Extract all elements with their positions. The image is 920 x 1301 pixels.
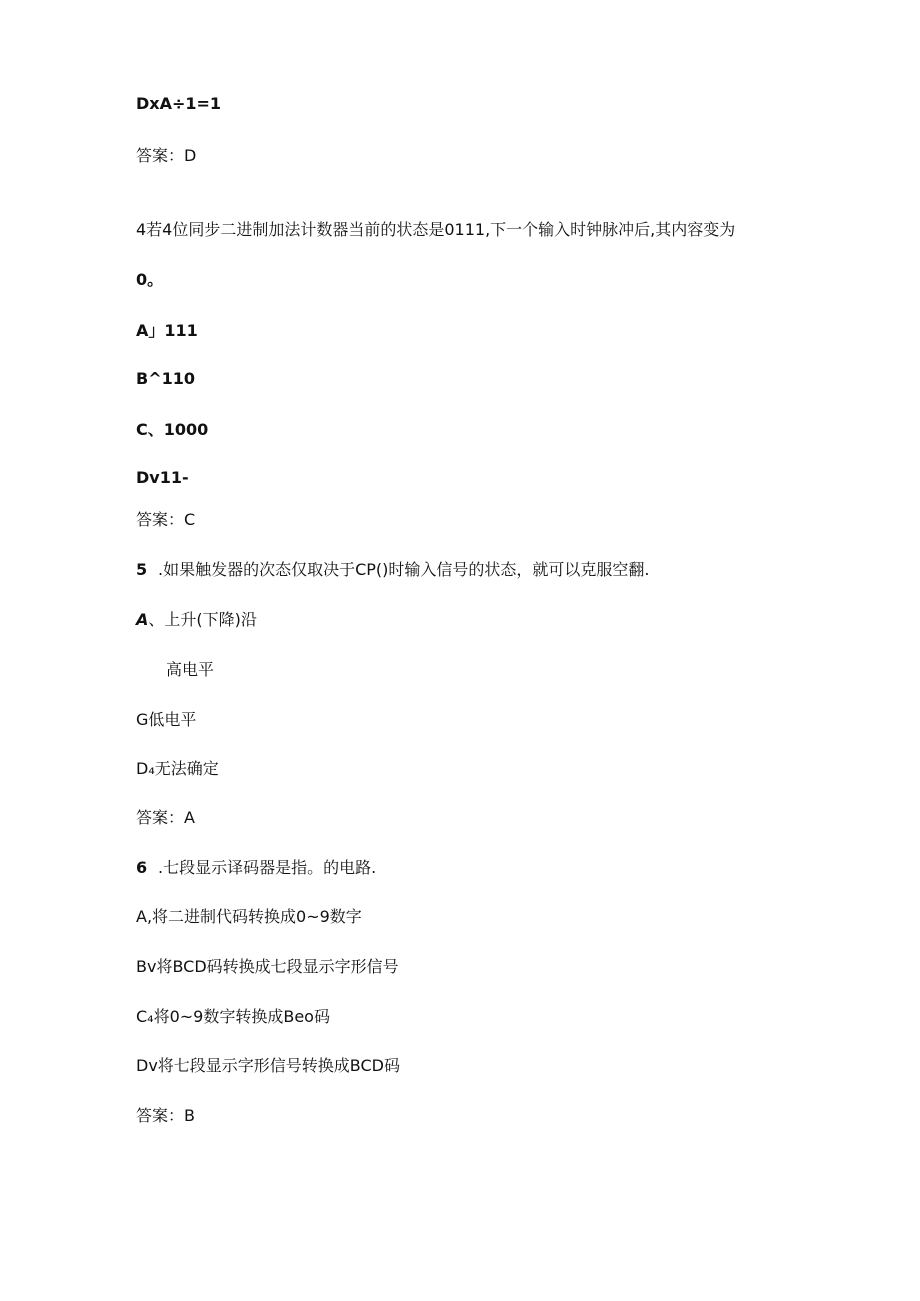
- q4-option-a: A」111: [136, 321, 198, 340]
- q5-option-b: 高电平: [166, 660, 215, 679]
- question-4-text: 4若4位同步二进制加法计数器当前的状态是0111,下一个输入时钟脉冲后,其内容变为: [136, 220, 736, 239]
- question-5-number: 5: [136, 560, 148, 579]
- q5-option-a: [136, 610, 257, 630]
- q6-option-b: Bv将BCD码转换成七段显示字形信号: [136, 957, 399, 976]
- q6-option-c: C₄将0~9数字转换成Beo码: [136, 1007, 330, 1026]
- question-6: [136, 858, 376, 878]
- answer-q5: 答案：A: [136, 808, 195, 827]
- q6-option-d: Dv将七段显示字形信号转换成BCD码: [136, 1056, 400, 1075]
- question-6-number: 6: [136, 858, 148, 877]
- q5-option-c: G低电平: [136, 710, 197, 729]
- q5-option-a-text: 、上升(下降)沿: [148, 610, 257, 629]
- question-6-text: .七段显示译码器是指。的电路.: [158, 858, 377, 877]
- answer-q4: 答案：C: [136, 510, 196, 529]
- q5-option-d: D₄无法确定: [136, 759, 219, 778]
- option-d-previous: DxA÷1=1: [136, 94, 222, 113]
- q4-option-c: C、1000: [136, 420, 209, 439]
- q4-option-d: Dv11-: [136, 468, 189, 487]
- q6-option-a: A,将二进制代码转换成0~9数字: [136, 907, 362, 926]
- question-5: [136, 560, 649, 580]
- answer-q6: 答案：B: [136, 1106, 195, 1125]
- question-4-continuation: 0。: [136, 270, 164, 289]
- answer-q3: 答案：D: [136, 146, 197, 165]
- q5-option-a-letter: A: [136, 610, 149, 629]
- q4-option-b: B^110: [136, 369, 195, 388]
- question-5-text: .如果触发器的次态仅取决于CP()时输入信号的状态，就可以克服空翻.: [158, 560, 650, 579]
